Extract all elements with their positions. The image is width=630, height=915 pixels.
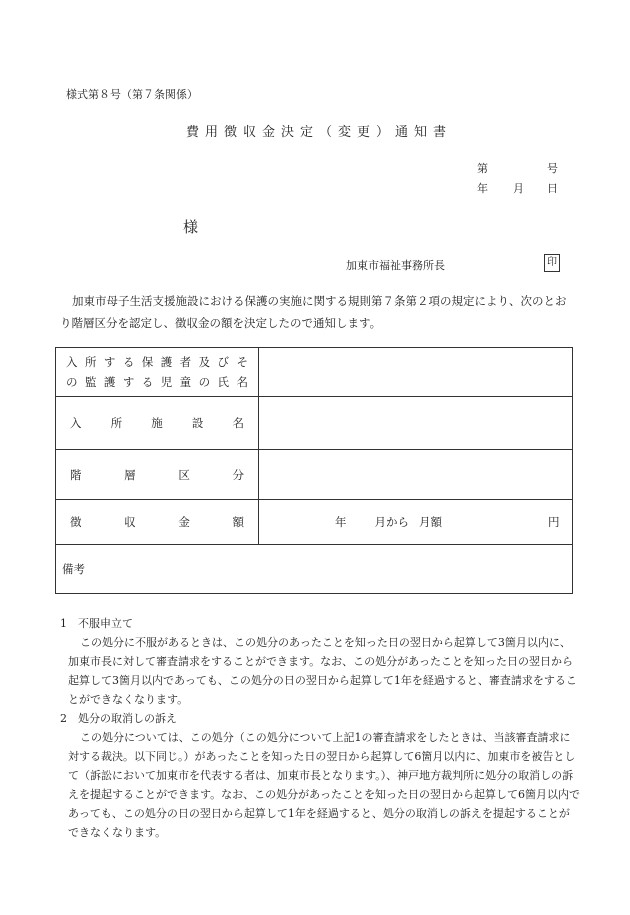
note-1-text: この処分に不服があるときは、この処分のあったことを知った日の翌日から起算して3箇月以内に、加東市長に対して審査請求をすることができます。なお、この処分があったことを知った日の翌日から起算して3箇月以内であっても、この処分の日の翌日から起算して1年を経過すると、審査請求をすることができなくなります。 (68, 636, 577, 706)
form-id: 様式第８号（第７条関係） (66, 88, 198, 101)
value-facility-name[interactable] (259, 397, 573, 450)
label-collection-amount-char: 徴 (70, 515, 82, 529)
label-line-1-char: る (122, 355, 135, 369)
body-paragraph: 加東市母子生活支援施設における保護の実施に関する規則第７条第２項の規定により、次のとおり階層区分を認定し、徴収金の額を決定したので通知します。 (60, 294, 567, 330)
label-facility-name-char: 入 (70, 416, 82, 430)
seal-mark: 印 (544, 254, 560, 272)
label-line-2-char: る (141, 375, 154, 389)
date-year: 年 (477, 182, 488, 195)
label-facility-name-char: 所 (110, 416, 123, 430)
value-class-category[interactable] (259, 450, 573, 500)
label-line-1-char: 者 (179, 355, 192, 369)
note-2-heading: 2 処分の取消しの訴え (60, 712, 177, 725)
date-day: 日 (547, 182, 558, 195)
label-line-2-char: 童 (179, 375, 192, 389)
label-class-category-char: 層 (124, 467, 136, 482)
date-month: 月 (513, 182, 524, 195)
label-facility-name (56, 397, 259, 450)
label-class-category-char: 階 (70, 467, 82, 482)
label-line-2-char: す (122, 375, 135, 389)
label-facility-name-char: 名 (232, 416, 244, 430)
remarks-cell[interactable] (56, 545, 573, 594)
notes-section (60, 614, 580, 842)
label-facility-name-char: 設 (191, 416, 204, 430)
amount-year: 年 (335, 515, 347, 529)
remarks-label: 備考 (62, 562, 85, 576)
label-line-1-char: す (103, 355, 116, 369)
issuer-name: 加東市福祉事務所長 (346, 259, 445, 272)
amount-from-month: 月から (374, 515, 409, 529)
doc-number-suffix: 号 (547, 162, 558, 175)
label-line-1-char: そ (236, 355, 248, 369)
label-line-2-char: の (198, 375, 211, 389)
value-guardian-child-names[interactable] (259, 348, 573, 397)
label-class-category-char: 分 (232, 467, 244, 482)
value-collection-amount[interactable] (259, 500, 573, 545)
label-line-1-char: 及 (198, 355, 211, 369)
notice-table (55, 347, 573, 594)
label-line-2-char: 氏 (217, 375, 229, 389)
amount-yen: 円 (548, 515, 560, 529)
label-class-category (56, 450, 259, 500)
label-line-2-char: 護 (103, 375, 116, 389)
label-collection-amount-char: 収 (124, 515, 136, 529)
label-facility-name-char: 施 (151, 416, 163, 430)
doc-number-prefix: 第 (477, 162, 488, 175)
document-title: 費用徴収金決定（変更）通知書 (185, 125, 452, 140)
label-collection-amount-char: 金 (178, 515, 190, 529)
note-2-text: この処分については、この処分（この処分について上記1の審査請求をしたときは、当該審査請求に対する裁決。以下同じ。）があったことを知った日の翌日から起算して6箇月以内に、加東市を被告として（訴訟において加東市を代表する者は、加東市長となります。）、神戸地方裁判所に処分の取消しの訴えを提起することができます。なお、この処分があったことを知った日の翌日から起算して6箇月以内であっても、この処分の日の翌日から起算して1年を経過すると、処分の取消しの訴えを提起することができなくなります。 (68, 731, 581, 839)
label-line-1-char: 保 (141, 355, 154, 369)
amount-monthly-label: 月額 (419, 515, 442, 529)
label-line-2 (66, 372, 248, 392)
label-line-2-char: 監 (84, 375, 97, 389)
note-1-heading: 1 不服申立て (60, 617, 133, 630)
label-line-2-char: 名 (236, 375, 248, 389)
label-line-1-char: 入 (66, 355, 78, 369)
label-guardian-child-names (56, 348, 259, 397)
label-line-1-char: び (217, 355, 229, 369)
addressee-suffix: 様 (183, 218, 199, 236)
label-collection-amount-char: 額 (232, 515, 244, 529)
label-line-1-char: 所 (84, 355, 97, 369)
label-collection-amount (56, 500, 259, 545)
label-line-1 (66, 352, 248, 372)
label-line-2-char: 児 (160, 375, 173, 389)
label-line-2-char: の (66, 375, 78, 389)
label-line-1-char: 護 (160, 355, 173, 369)
label-class-category-char: 区 (178, 467, 190, 482)
